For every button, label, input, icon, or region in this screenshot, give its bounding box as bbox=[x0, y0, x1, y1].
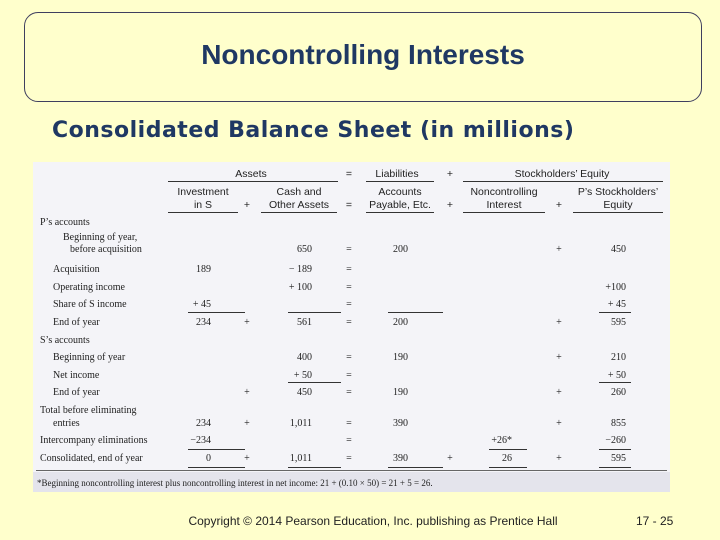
total-underline bbox=[288, 312, 341, 313]
cell-cash: 1,011 bbox=[289, 453, 312, 464]
cell-plus-a: + bbox=[244, 418, 250, 429]
col-cash-1: Cash and bbox=[276, 186, 322, 198]
cell-equity: 595 bbox=[611, 453, 626, 464]
col-rule-investment bbox=[168, 212, 238, 213]
double-underline bbox=[388, 467, 443, 468]
balance-sheet-image bbox=[33, 162, 670, 492]
footnote: *Beginning noncontrolling interest plus noncontrolling interest in net income: 21 + (0.10 × 50) = 21 + 5 = 26. bbox=[37, 478, 433, 488]
double-underline bbox=[288, 467, 341, 468]
cell-accounts: 390 bbox=[393, 418, 408, 429]
cell-eq: = bbox=[346, 317, 352, 328]
cell-cash: + 50 bbox=[293, 370, 312, 381]
cell-accounts: 390 bbox=[393, 453, 408, 464]
cell-equity: 595 bbox=[611, 317, 626, 328]
double-underline bbox=[188, 467, 245, 468]
cell-accounts: 190 bbox=[393, 352, 408, 363]
row-label: entries bbox=[53, 418, 80, 429]
cell-eq: = bbox=[346, 387, 352, 398]
cell-cash: 561 bbox=[297, 317, 312, 328]
cell-equity: 210 bbox=[611, 352, 626, 363]
col-equity-1: P’s Stockholders’ bbox=[577, 186, 659, 198]
header-equity: Stockholders’ Equity bbox=[514, 168, 610, 180]
cell-investment: 234 bbox=[196, 418, 211, 429]
cell-cash: 400 bbox=[297, 352, 312, 363]
cell-equity: + 50 bbox=[607, 370, 626, 381]
cell-equity: 260 bbox=[611, 387, 626, 398]
header-rule-equity bbox=[463, 181, 663, 182]
cell-plus-a: + bbox=[244, 387, 250, 398]
cell-eq: = bbox=[346, 282, 352, 293]
col-cash-2: Other Assets bbox=[268, 199, 330, 211]
cell-eq: = bbox=[346, 352, 352, 363]
cell-plus-c: + bbox=[556, 244, 562, 255]
cell-equity: 450 bbox=[611, 244, 626, 255]
col-rule-equity bbox=[573, 212, 663, 213]
row-label: Operating income bbox=[53, 282, 125, 293]
cell-investment: 0 bbox=[206, 453, 211, 464]
cell-cash: 1,011 bbox=[289, 418, 312, 429]
col-rule-nci bbox=[463, 212, 545, 213]
col-equity-2: Equity bbox=[603, 199, 633, 211]
cell-nci: 26 bbox=[502, 453, 512, 464]
col-accounts-2: Payable, Etc. bbox=[369, 199, 431, 211]
cell-plus-c: + bbox=[556, 418, 562, 429]
cell-equity: + 45 bbox=[607, 299, 626, 310]
row-label: Total before eliminating bbox=[40, 405, 137, 416]
cell-eq: = bbox=[346, 244, 352, 255]
cell-equity: 855 bbox=[611, 418, 626, 429]
row-label: End of year bbox=[53, 317, 100, 328]
cell-plus-c: + bbox=[556, 387, 562, 398]
double-underline bbox=[489, 467, 527, 468]
cell-equity: +100 bbox=[605, 282, 626, 293]
col-investment-1: Investment bbox=[177, 186, 229, 198]
cell-investment: + 45 bbox=[192, 299, 211, 310]
row-label: Consolidated, end of year bbox=[40, 453, 143, 464]
slide-subtitle: Consolidated Balance Sheet (in millions) bbox=[52, 118, 575, 143]
col-investment-2: in S bbox=[193, 199, 213, 211]
title-box bbox=[24, 12, 702, 102]
col-rule-cash bbox=[261, 212, 337, 213]
row-label: before acquisition bbox=[70, 244, 142, 255]
header-rule-liabilities bbox=[366, 181, 434, 182]
total-underline bbox=[188, 312, 245, 313]
cell-cash: − 189 bbox=[288, 264, 312, 275]
cell-nci: +26* bbox=[491, 435, 512, 446]
cell-eq: = bbox=[346, 453, 352, 464]
col-nci-2: Interest bbox=[486, 199, 522, 211]
cell-plus-c: + bbox=[556, 352, 562, 363]
col-rule-accounts bbox=[366, 212, 434, 213]
cell-investment: 189 bbox=[196, 264, 211, 275]
col-equals: = bbox=[345, 199, 353, 211]
total-underline bbox=[388, 312, 443, 313]
cell-eq: = bbox=[346, 418, 352, 429]
row-label: Net income bbox=[53, 370, 100, 381]
cell-plus-b: + bbox=[447, 453, 453, 464]
cell-investment: 234 bbox=[196, 317, 211, 328]
total-underline bbox=[489, 449, 527, 450]
row-label: Beginning of year, bbox=[63, 232, 138, 243]
cell-plus-a: + bbox=[244, 317, 250, 328]
header-rule-assets bbox=[168, 181, 338, 182]
col-plus-c: + bbox=[555, 199, 563, 211]
cell-cash: + 100 bbox=[288, 282, 312, 293]
col-plus-a: + bbox=[243, 199, 251, 211]
total-underline bbox=[599, 449, 631, 450]
cell-accounts: 200 bbox=[393, 317, 408, 328]
row-label: Share of S income bbox=[53, 299, 127, 310]
col-accounts-1: Accounts bbox=[378, 186, 422, 198]
header-plus: + bbox=[446, 168, 454, 180]
double-underline bbox=[599, 467, 631, 468]
col-nci-1: Noncontrolling bbox=[470, 186, 538, 198]
row-label: Intercompany eliminations bbox=[40, 435, 148, 446]
row-label: Acquisition bbox=[53, 264, 100, 275]
total-underline bbox=[599, 312, 631, 313]
cell-equity: −260 bbox=[605, 435, 626, 446]
row-label: Beginning of year bbox=[53, 352, 126, 363]
footnote-rule bbox=[36, 470, 667, 471]
cell-accounts: 200 bbox=[393, 244, 408, 255]
cell-eq: = bbox=[346, 370, 352, 381]
cell-cash: 650 bbox=[297, 244, 312, 255]
cell-investment: −234 bbox=[190, 435, 211, 446]
cell-eq: = bbox=[346, 264, 352, 275]
header-equals: = bbox=[345, 168, 353, 180]
page-number: 17 - 25 bbox=[636, 514, 674, 528]
cell-plus-c: + bbox=[556, 453, 562, 464]
cell-plus-a: + bbox=[244, 453, 250, 464]
copyright-footer: Copyright © 2014 Pearson Education, Inc. publishing as Prentice Hall bbox=[188, 514, 558, 528]
cell-eq: = bbox=[346, 435, 352, 446]
cell-eq: = bbox=[346, 299, 352, 310]
total-underline bbox=[599, 382, 631, 383]
row-label: S’s accounts bbox=[40, 335, 90, 346]
balance-sheet-table bbox=[33, 162, 670, 472]
row-label: End of year bbox=[53, 387, 100, 398]
slide-title: Noncontrolling Interests bbox=[201, 39, 525, 70]
row-label: P’s accounts bbox=[40, 217, 90, 228]
total-underline bbox=[288, 382, 341, 383]
cell-accounts: 190 bbox=[393, 387, 408, 398]
header-liabilities: Liabilities bbox=[375, 168, 419, 180]
cell-plus-c: + bbox=[556, 317, 562, 328]
cell-cash: 450 bbox=[297, 387, 312, 398]
col-plus-b: + bbox=[446, 199, 454, 211]
header-assets: Assets bbox=[235, 168, 267, 180]
total-underline bbox=[188, 449, 245, 450]
